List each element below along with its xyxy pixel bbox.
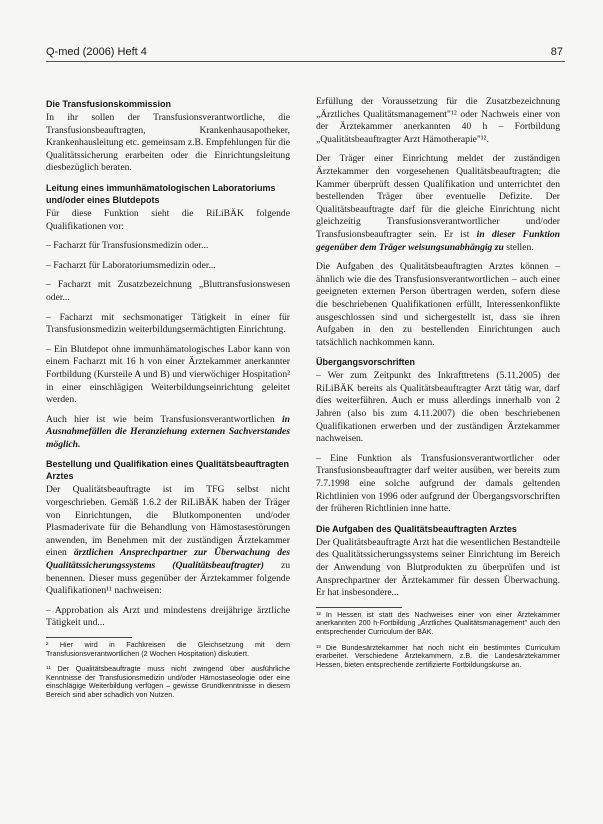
running-header-journal: Q-med (2006) Heft 4 — [46, 46, 147, 58]
list-item: – Wer zum Zeitpunkt des Inkrafttretens (5.11.2005) der RiLiBÄK bereits als Qualitätsbeauftragter Arzt tätig war, darf dies weiterführen. Auch er muss allerdings innerhalb von 2 Jahren (also bis zum 4.11.2007) die oben beschriebenen Qualifikationen erwerben und der zuständigen Ärztekammer nachweisen. — [316, 370, 560, 445]
header-rule — [46, 61, 565, 62]
footnote-separator — [46, 637, 132, 638]
list-item: – Facharzt mit sechsmonatiger Tätigkeit in einer für Transfusionsmedizin weiterbildungsermächtigten Einrichtung. — [46, 311, 290, 336]
section-heading-quality-officer: Bestellung und Qualifikation eines Qualitätsbeauftragten Arztes — [46, 459, 290, 482]
text-run: Der Qualitätsbeauftragte ist im TFG selbst nicht vorgeschrieben. Gemäß 1.6.2 der RiLiBÄK haben der Träger von Einrichtungen, die Blutkomponenten und/oder Plasmaderivate für die Behandlung von Hämostasestörungen anwenden, im Benehmen mit der zuständigen Ärztekammer einen — [46, 484, 290, 559]
paragraph: Der Qualitätsbeauftragte Arzt hat die wesentlichen Bestandteile des Qualitätssicherungssystems seiner Einrichtung im Bereich der Anwendung von Blutprodukten zu überprüfen und ist Ansprechpartner der Ärztekammer für dessen Überwachung. Er hat insbesondere... — [316, 536, 561, 599]
paragraph: In ihr sollen der Transfusionsverantwortliche, die Transfusionsbeauftragten, Krankenhausapotheker, Krankenhausleitung etc. gemeinsam z.B. Empfehlungen für die Qualitätssicherung erarbeiten oder die Einrichtungsleitung diesbezüglich beraten. — [46, 112, 290, 174]
footnote: ¹¹ Der Qualitätsbeauftragte muss nicht zwingend über ausführliche Kenntnisse der Transfusionsmedizin und/oder Hämostaseologie oder eine einschlägige Weiterbildung verfügen – gewisse Grundkenntnisse in diesem Bereich sind aber schadlich von Nutzen. — [46, 664, 290, 699]
paragraph: Erfüllung der Voraussetzung für die Zusatzbezeichnung „Ärztliches Qualitätsmanagement"¹² oder Nachweis einer von der Ärztekammer anerkannten 40 h – Fortbildung „Qualitätsbeauftragter Arzt Hämotherapie"¹². — [316, 96, 560, 145]
emphasis-text: in Ausnahmefällen die Heranziehung externen Sachverstandes möglich. — [46, 413, 290, 450]
emphasis-text: in dieser Funktion gegenüber dem Träger weisungsunabhängig zu — [316, 228, 560, 253]
footnote: ¹³ Die Bundesärztekammer hat noch nicht ein bestimmtes Curriculum erarbeitet. Verschiedene Ärztekammern, z.B. die Landesärztekammer Hessen, bieten entsprechende zertifizierte Fortbildungskurse an. — [316, 642, 560, 669]
text-run: Auch hier ist wie beim Transfusionsverantwortlichen — [46, 413, 282, 425]
list-item: – Ein Blutdepot ohne immunhämatologisches Labor kann von einem Facharzt mit 16 h von einer Ärztekammer anerkannter Fortbildung (Kursteile A und B) und vierwöchiger Hospitation² in einer einschlägigen Weiterbildungseinrichtung geleitet werden. — [46, 343, 290, 406]
paragraph — [46, 414, 290, 452]
left-column — [46, 98, 290, 707]
list-item: – Facharzt für Laboratoriumsmedizin oder... — [46, 259, 216, 271]
paragraph: Die Aufgaben des Qualitätsbeauftragten Arztes können – ähnlich wie die des Transfusionsverantwortlichen – auch einer geeigneten externen Person übertragen werden, sofern diese die beschriebenen Qualifikationen erfüllt, Interessenkonflikte ausgeschlossen sind und sichergestellt ist, dass sie ihren Aufgaben in den zu bestellenden Einrichtungen auch tatsächlich nachkommen kann. — [316, 261, 560, 348]
section-heading-quality-officer-tasks: Die Aufgaben des Qualitätsbeauftragten Arztes — [316, 523, 517, 534]
section-heading-transition-rules: Übergangsvorschriften — [316, 357, 416, 368]
paragraph — [316, 153, 560, 254]
text-run: Der Träger einer Einrichtung meldet der zuständigen Ärztekammer den vorgesehenen Qualitätsbeauftragten; die Kammer überprüft dessen Qualifikation und unterrichtet den bestellenden Träger über eventuelle Defizite. Der Qualitätsbeauftragte darf für die gleiche Einrichtung nicht gleichzeitig Transfusionsverantwortlicher und/oder Transfusionsbeauftragter sein. Er ist — [316, 153, 560, 240]
text-run: stellen. — [503, 241, 534, 253]
section-heading-lab-leadership: Leitung eines immunhämatologischen Laboratoriums und/oder eines Blutdepots — [46, 182, 276, 205]
right-column — [316, 96, 560, 676]
footnote: ² Hier wird in Fachkreisen die Gleichsetzung mit dem Transfusionsverantwortlichen (2 Wochen Hospitation) diskutiert. — [46, 640, 290, 658]
list-item: – Facharzt mit Zusatzbezeichnung „Bluttransfusionswesen oder... — [46, 279, 290, 303]
section-heading-transfusion-commission: Die Transfusionskommission — [46, 99, 172, 109]
paragraph — [46, 484, 290, 597]
footnote: ¹² In Hessen ist statt des Nachweises einer von einer Ärztekammer anerkannten 200 h-Fortbildung „Ärztliches Qualitätsmanagement" auch den entsprechender Curriculum der BÄK. — [316, 609, 560, 636]
emphasis-text: ärztlichen Ansprechpartner zur Überwachung des Qualitätssicherungssystems (Qualitätsbeauftragter) — [46, 547, 290, 572]
list-item: – Facharzt für Transfusionsmedizin oder... — [46, 240, 209, 252]
list-item: – Approbation als Arzt und mindestens dreijährige ärztliche Tätigkeit und... — [46, 604, 290, 629]
text-run: zu benennen. Dieser muss gegenüber der Ärztekammer folgende Qualifikationen¹¹ nachweisen: — [46, 560, 290, 597]
footnote-separator — [316, 607, 402, 608]
list-item: – Eine Funktion als Transfusionsverantwortlicher oder Transfusionsbeauftragter darf weiter ausüben, wer bereits zum 7.7.1998 eine solche aufgrund der damals geltenden Richtlinien von 1996 oder aufgrund der Übergangsvorschriften der früheren Richtlinien inne hatte. — [316, 452, 560, 515]
page-number: 87 — [550, 46, 563, 58]
paragraph: Für diese Funktion sieht die RiLiBÄK folgende Qualifikationen vor: — [46, 207, 290, 232]
